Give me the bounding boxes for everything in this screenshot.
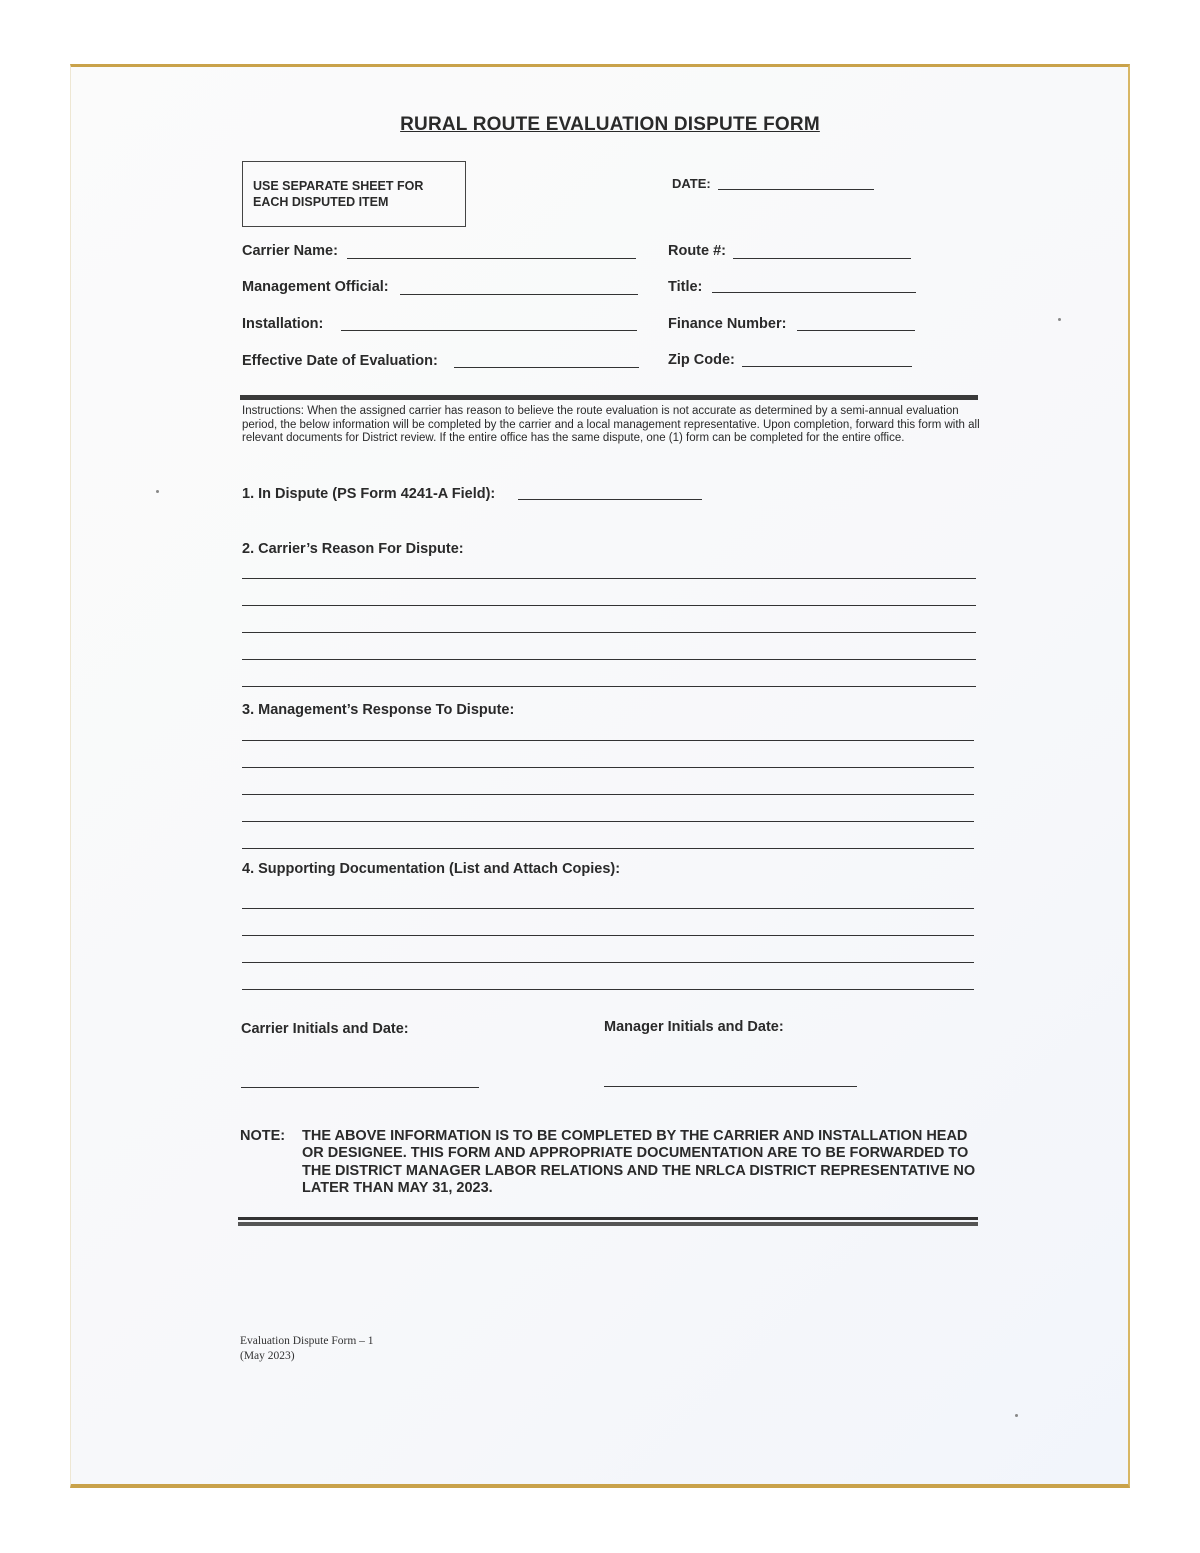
supporting-documentation-label: 4. Supporting Documentation (List and Attach Copies): xyxy=(242,861,621,877)
footer-form-id: Evaluation Dispute Form – 1 xyxy=(240,1335,374,1347)
supporting-documentation-line[interactable] xyxy=(242,989,974,990)
in-dispute-field[interactable] xyxy=(518,499,702,500)
scan-speck xyxy=(156,490,159,493)
management-response-line[interactable] xyxy=(242,821,974,822)
route-number-field[interactable] xyxy=(733,258,911,259)
management-official-field[interactable] xyxy=(400,294,638,295)
instructions-text: Instructions: When the assigned carrier has reason to believe the route evaluation is not accurate as determined by a semi-annual evaluation period, the below information will be completed by the carrier and a local management representative. Upon completion, forward this form with all relevant documents for District review. If the entire office has the same dispute, one (1) form can be completed for the entire office. xyxy=(242,405,980,445)
carrier-name-label: Carrier Name: xyxy=(242,243,338,259)
manager-initials-label: Manager Initials and Date: xyxy=(604,1019,784,1035)
note-text: THE ABOVE INFORMATION IS TO BE COMPLETED BY THE CARRIER AND INSTALLATION HEAD OR DESIGNEE. THIS FORM AND APPROPRIATE DOCUMENTATION ARE TO BE FORWARDED TO THE DISTRICT MANAGER LABOR RELATIONS AND THE NRLCA DISTRICT REPRESENTATIVE NO LATER THAN MAY 31, 2023. xyxy=(302,1128,976,1196)
supporting-documentation-line[interactable] xyxy=(242,935,974,936)
bottom-divider-bottom xyxy=(238,1222,978,1226)
finance-number-field[interactable] xyxy=(797,330,915,331)
zip-code-label: Zip Code: xyxy=(668,352,735,368)
carrier-reason-line[interactable] xyxy=(242,686,976,687)
management-response-label: 3. Management’s Response To Dispute: xyxy=(242,702,515,718)
box-note-line-2: EACH DISPUTED ITEM xyxy=(253,195,389,209)
carrier-name-field[interactable] xyxy=(347,258,636,259)
form-footer xyxy=(240,1334,374,1364)
route-number-label: Route #: xyxy=(668,243,726,259)
date-label: DATE: xyxy=(672,176,711,191)
installation-field[interactable] xyxy=(341,330,637,331)
management-response-line[interactable] xyxy=(242,848,974,849)
bottom-divider-top xyxy=(238,1217,978,1220)
manager-initials-field[interactable] xyxy=(604,1086,857,1087)
title-label: Title: xyxy=(668,279,703,295)
supporting-documentation-line[interactable] xyxy=(242,962,974,963)
zip-code-field[interactable] xyxy=(742,366,912,367)
carrier-reason-line[interactable] xyxy=(242,632,976,633)
carrier-initials-label: Carrier Initials and Date: xyxy=(241,1021,409,1037)
management-official-label: Management Official: xyxy=(242,279,389,295)
installation-label: Installation: xyxy=(242,316,324,332)
supporting-documentation-line[interactable] xyxy=(242,908,974,909)
separate-sheet-note-box xyxy=(242,161,466,227)
management-response-line[interactable] xyxy=(242,767,974,768)
effective-date-field[interactable] xyxy=(454,367,639,368)
carrier-initials-field[interactable] xyxy=(241,1087,479,1088)
finance-number-label: Finance Number: xyxy=(668,316,787,332)
footer-revision-date: (May 2023) xyxy=(240,1350,295,1362)
carrier-reason-label: 2. Carrier’s Reason For Dispute: xyxy=(242,541,464,557)
date-field[interactable] xyxy=(718,189,874,190)
paper-sheet xyxy=(70,64,1130,1488)
in-dispute-label: 1. In Dispute (PS Form 4241-A Field): xyxy=(242,486,496,502)
carrier-reason-line[interactable] xyxy=(242,578,976,579)
title-field[interactable] xyxy=(712,292,916,293)
effective-date-label: Effective Date of Evaluation: xyxy=(242,353,438,369)
box-note-line-1: USE SEPARATE SHEET FOR xyxy=(253,179,424,193)
form-title: RURAL ROUTE EVALUATION DISPUTE FORM xyxy=(400,114,820,135)
carrier-reason-line[interactable] xyxy=(242,605,976,606)
management-response-line[interactable] xyxy=(242,740,974,741)
scan-speck xyxy=(1058,318,1061,321)
carrier-reason-line[interactable] xyxy=(242,659,976,660)
management-response-line[interactable] xyxy=(242,794,974,795)
scan-speck xyxy=(1015,1414,1018,1417)
note-label: NOTE: xyxy=(240,1128,286,1144)
header-divider xyxy=(240,395,978,400)
